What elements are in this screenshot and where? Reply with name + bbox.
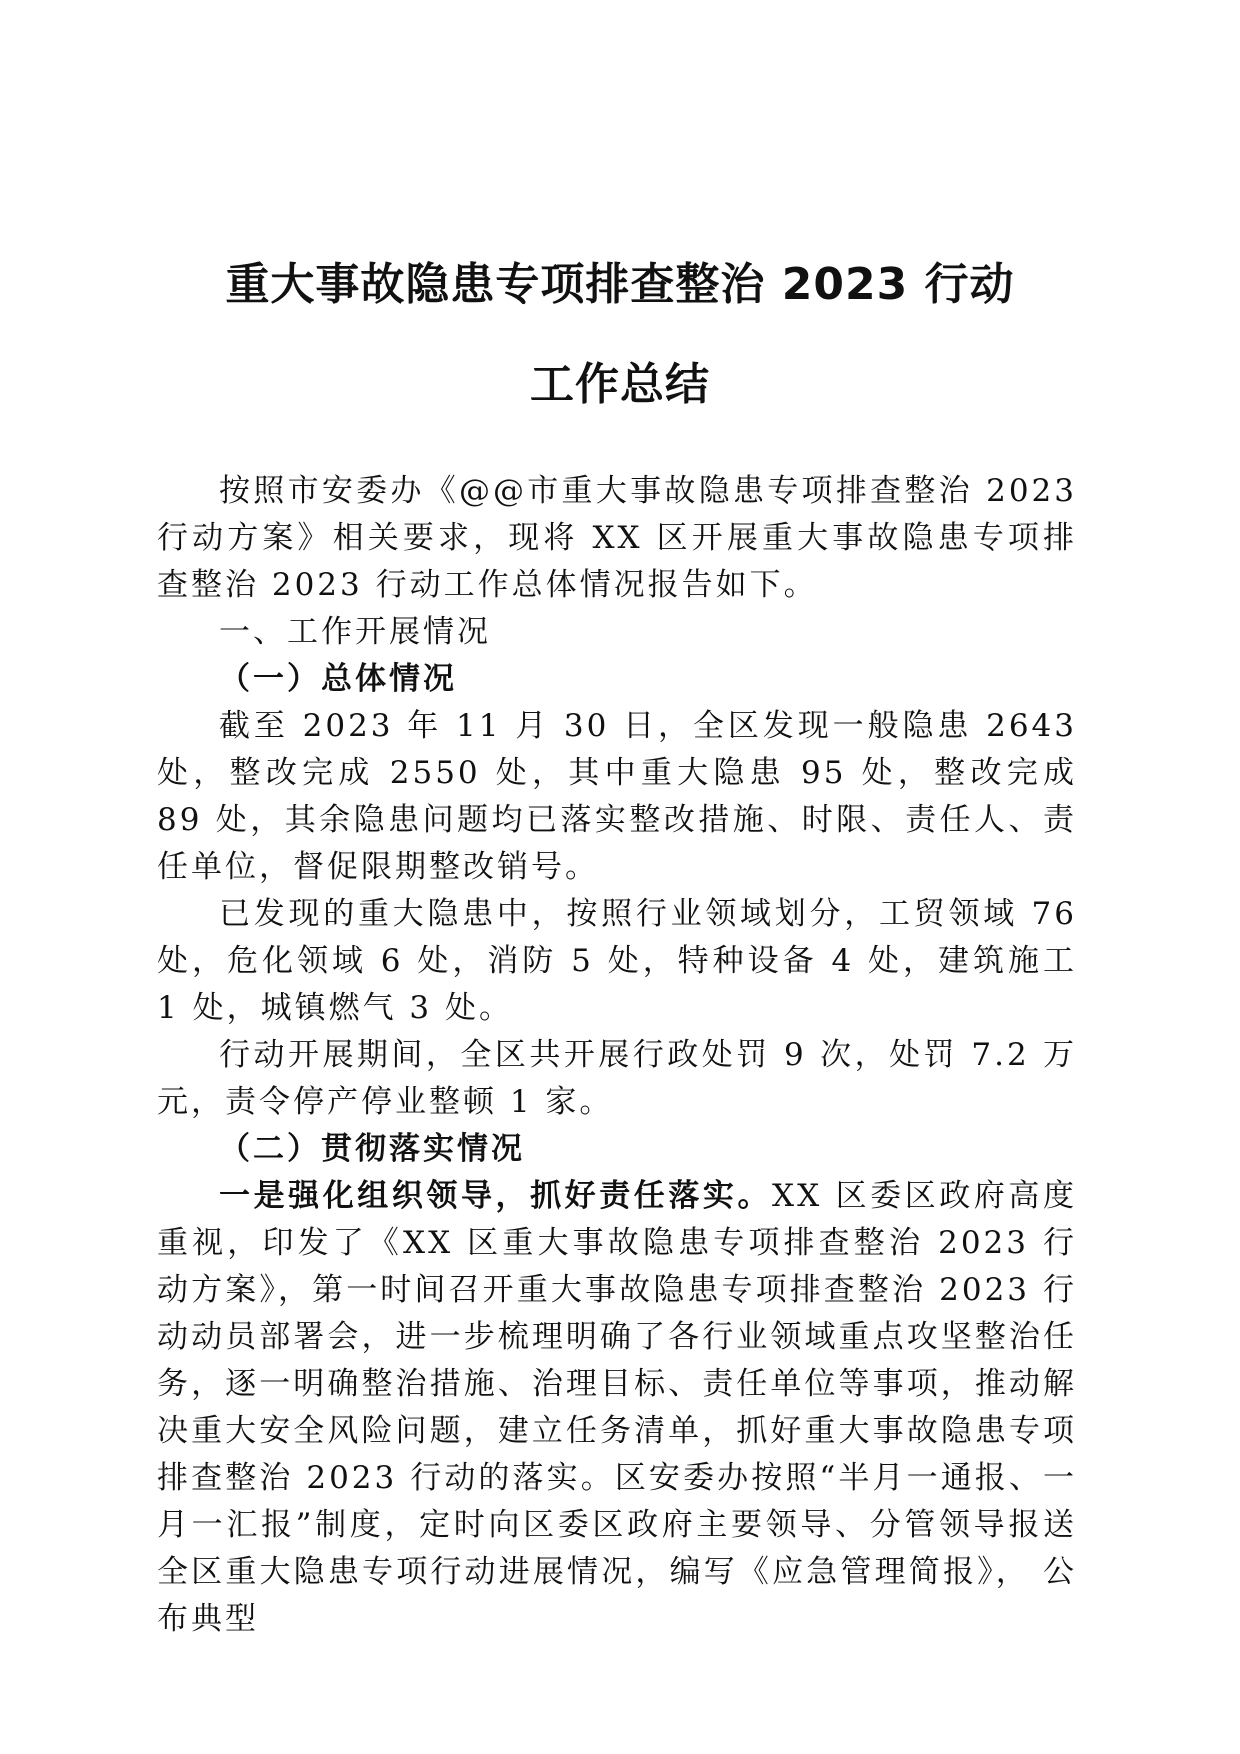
overall-paragraph-3: 行动开展期间，全区共开展行政处罚 9 次，处罚 7.2 万元，责令停产停业整顿 1 家。	[157, 1037, 1077, 1120]
implementation-lead: 一是强化组织领导，抓好责任落实。	[219, 1178, 773, 1214]
document-title-line1: 重大事故隐患专项排查整治 2023 行动	[225, 259, 1015, 310]
section-heading-work-progress: 一、工作开展情况	[219, 614, 491, 650]
subsection-heading-overall: （一）总体情况	[219, 661, 457, 697]
document-body	[157, 468, 1077, 1643]
overall-paragraph-1: 截至 2023 年 11 月 30 日，全区发现一般隐患 2643 处，整改完成 2550 处，其中重大隐患 95 处，整改完成 89 处，其余隐患问题均已落实整改措施、时限、责任人、责任单位，督促限期整改销号。	[157, 708, 1077, 885]
document-title-line2: 工作总结	[530, 359, 710, 410]
intro-paragraph: 按照市安委办《@@市重大事故隐患专项排查整治 2023 行动方案》相关要求，现将 XX 区开展重大事故隐患专项排查整治 2023 行动工作总体情况报告如下。	[157, 473, 1077, 603]
overall-paragraph-2: 已发现的重大隐患中，按照行业领域划分，工贸领域 76 处，危化领域 6 处，消防 5 处，特种设备 4 处，建筑施工 1 处，城镇燃气 3 处。	[157, 896, 1077, 1026]
implementation-body: XX 区委区政府高度重视，印发了《XX 区重大事故隐患专项排查整治 2023 行动方案》，第一时间召开重大事故隐患专项排查整治 2023 行动动员部署会，进一步梳理明确了各行业领域重点攻坚整治任务，逐一明确整治措施、治理目标、责任单位等事项，推动解决重大安全风险问题，建立任务清单，抓好重大事故隐患专项排查整治 2023 行动的落实。区安委办按照“半月一通报、一月一汇报”制度，定时向区委区政府主要领导、分管领导报送全区重大隐患专项行动进展情况，编写《应急管理简报》， 公布典型	[157, 1178, 1077, 1637]
implementation-paragraph	[157, 1173, 1077, 1643]
subsection-heading-implementation: （二）贯彻落实情况	[219, 1131, 525, 1167]
